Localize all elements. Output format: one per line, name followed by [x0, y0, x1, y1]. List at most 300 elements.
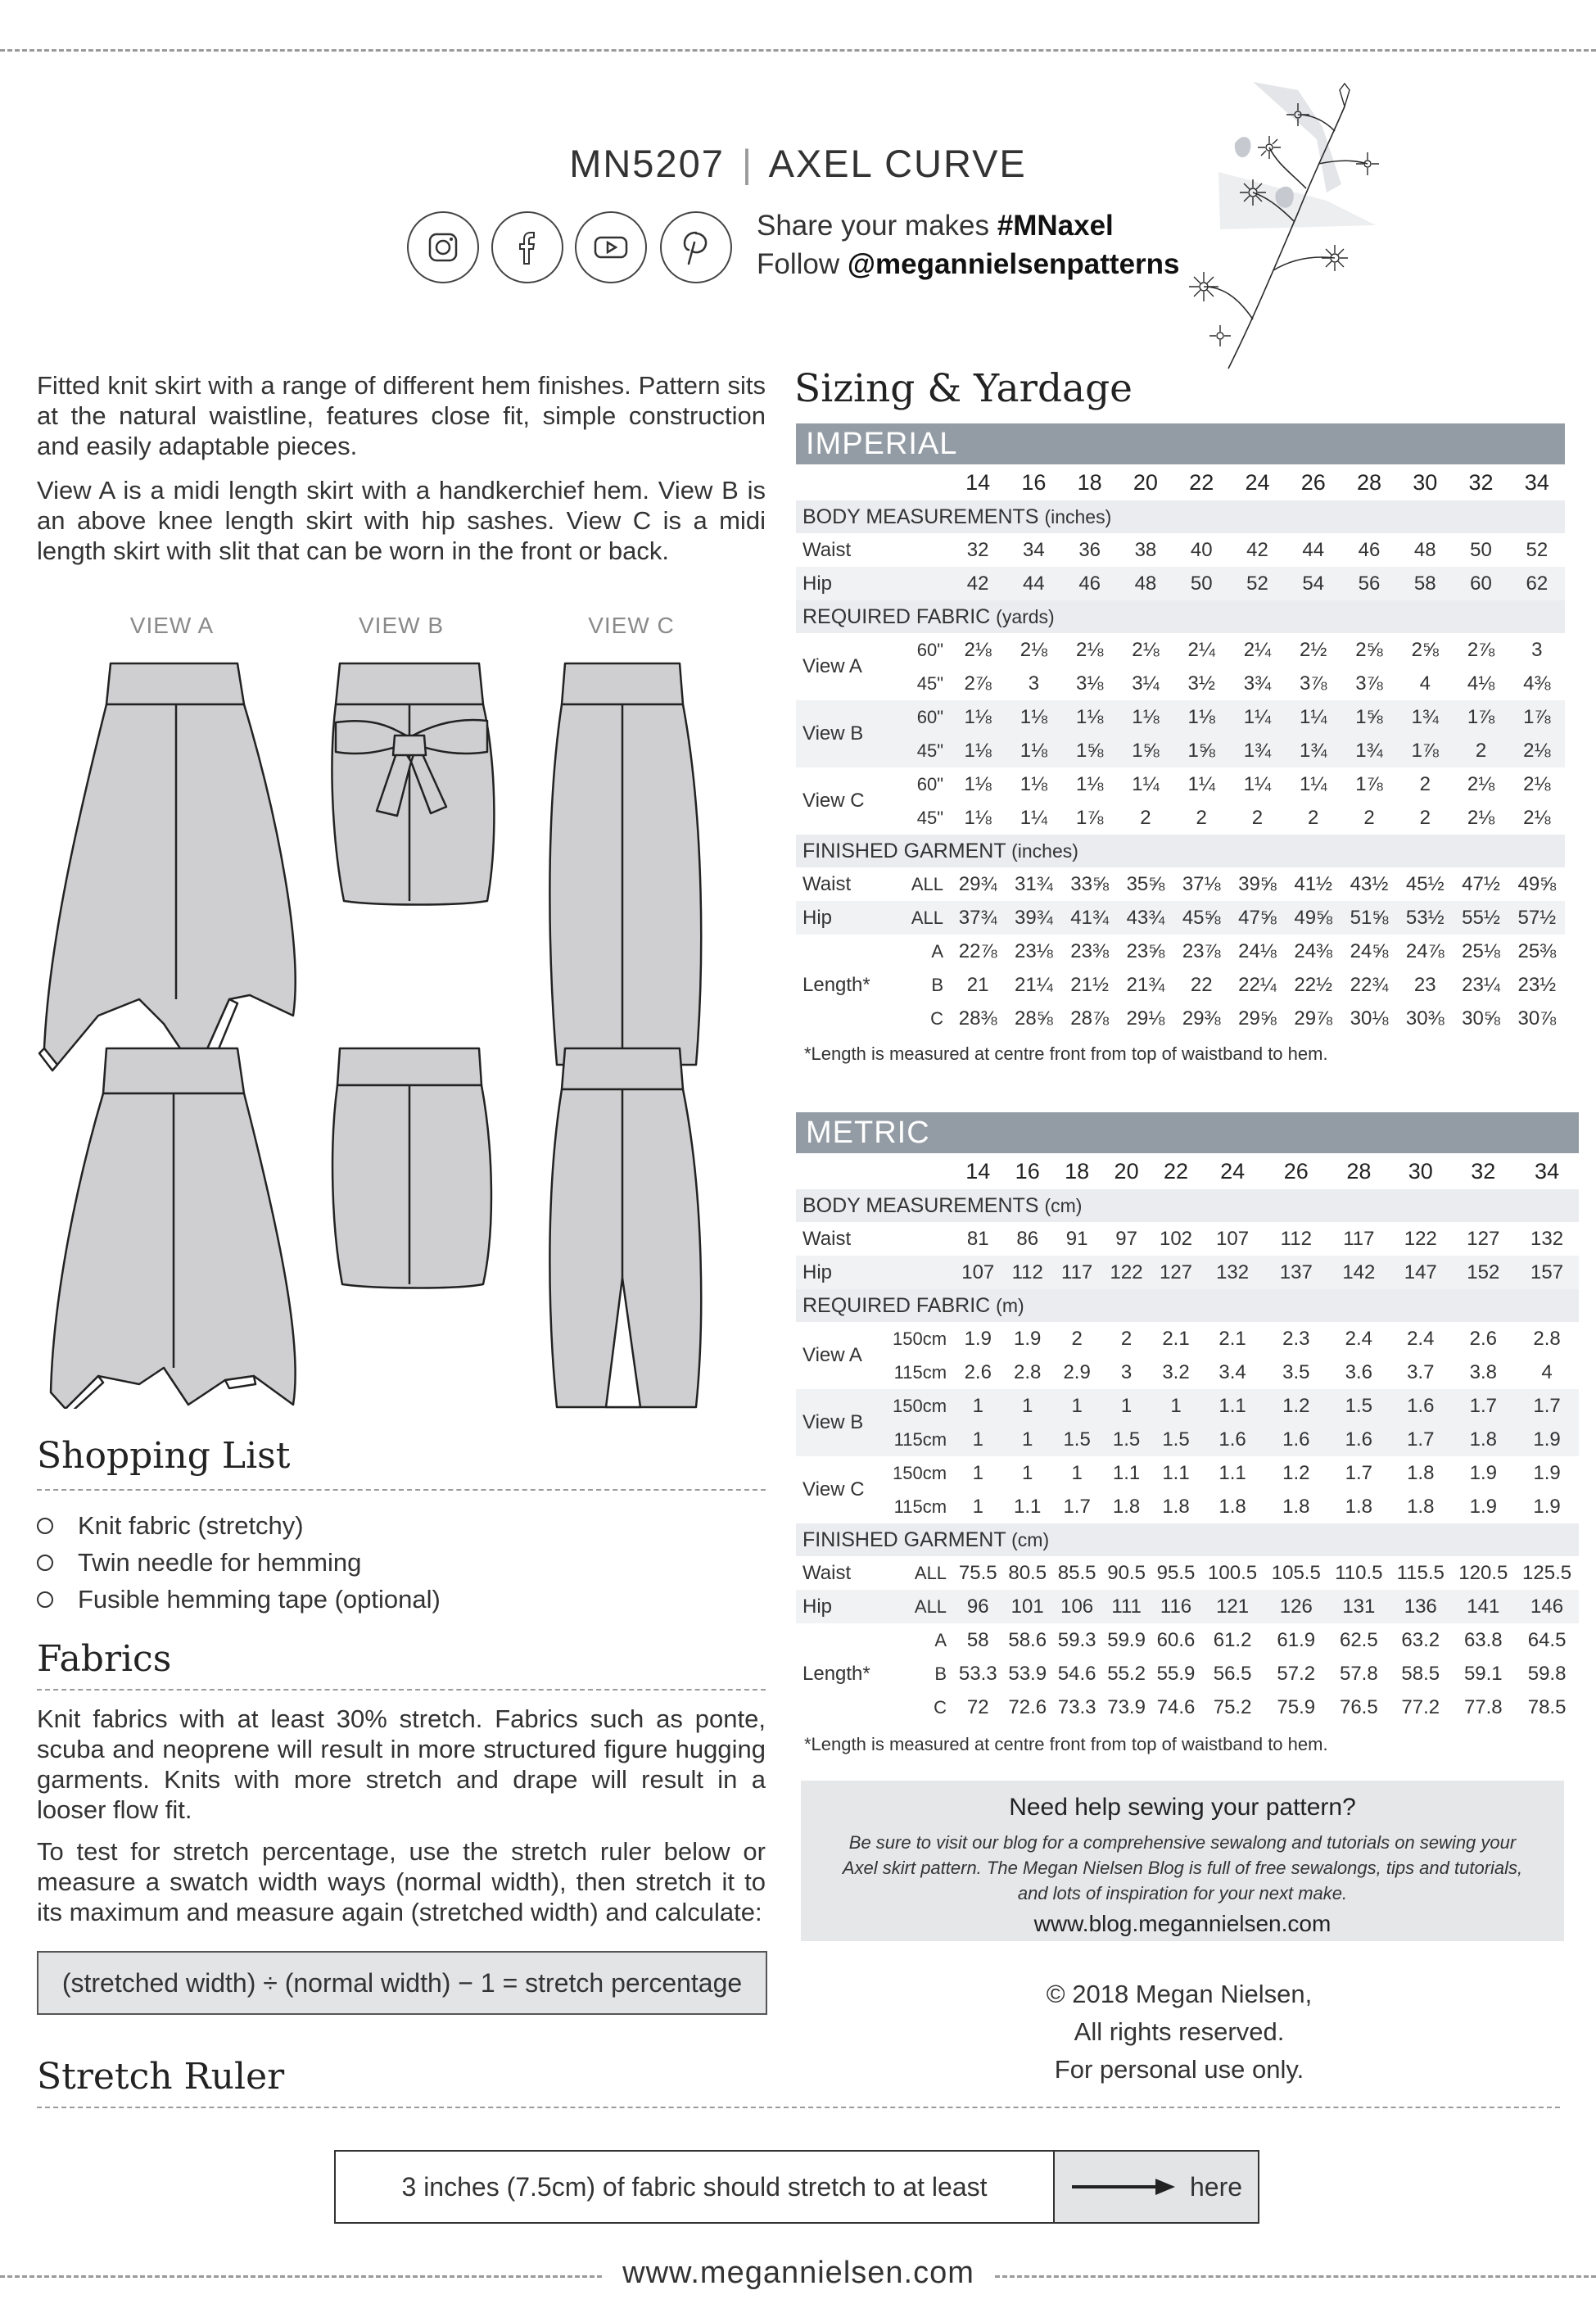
table-cell: 57.2 — [1277, 1662, 1316, 1685]
table-cell: 136 — [1390, 1590, 1451, 1623]
table-cell: 1⅛ — [950, 700, 1006, 734]
pattern-name: AXEL CURVE — [768, 142, 1027, 185]
table-cell: 64.5 — [1527, 1628, 1567, 1651]
length-row — [796, 1657, 1579, 1691]
fabric-row — [796, 734, 1565, 767]
description-paragraph-1: Fitted knit skirt with a range of different hem finishes. Pattern sits at the natural waistline, features close fit, simple construction and easily adaptable pieces. — [37, 371, 766, 460]
table-cell: 1 — [1002, 1423, 1051, 1456]
list-item-text: Fusible hemming tape (optional) — [78, 1585, 441, 1614]
table-cell: 47½ — [1462, 872, 1500, 895]
table-cell: 75.5 — [958, 1561, 997, 1584]
table-section-header — [796, 1112, 1579, 1153]
table-cell: 53.9 — [1008, 1662, 1047, 1685]
table-cell: 1.1 — [1218, 1461, 1246, 1484]
table-cell: 3.8 — [1469, 1360, 1497, 1383]
fabric-width: 60" — [893, 700, 950, 734]
required-fabric-heading: REQUIRED FABRIC (yards) — [796, 600, 1565, 633]
table-cell: 1 — [1022, 1461, 1033, 1484]
instagram-icon[interactable] — [407, 211, 479, 283]
table-cell: 2⅝ — [1355, 638, 1383, 661]
table-cell: 58.5 — [1401, 1662, 1440, 1685]
table-cell: 2 — [1120, 1327, 1133, 1350]
table-cell: 2⅛ — [1075, 638, 1104, 661]
table-cell: 102 — [1159, 1227, 1193, 1250]
size-header-row — [796, 1153, 1579, 1189]
table-cell: 44 — [1302, 538, 1325, 561]
table-cell: 127 — [1151, 1256, 1200, 1289]
fabric-row — [796, 1456, 1579, 1490]
table-cell: 1.7 — [1345, 1461, 1373, 1484]
table-system-label: METRIC — [796, 1112, 1579, 1153]
list-item-text: Knit fabric (stretchy) — [78, 1511, 304, 1540]
table-cell: 2.4 — [1407, 1327, 1435, 1350]
table-cell: 1.1 — [1162, 1461, 1190, 1484]
table-cell: 1⅛ — [1006, 734, 1061, 767]
table-cell: 1⅛ — [1062, 700, 1118, 734]
table-cell: 72 — [966, 1695, 989, 1718]
table-cell: 46 — [1358, 538, 1381, 561]
footer-url[interactable]: www.megannielsen.com — [622, 2256, 974, 2290]
fabric-row — [796, 1490, 1579, 1523]
table-cell: 28⅝ — [1015, 1007, 1053, 1030]
table-cell: 57.8 — [1339, 1662, 1378, 1685]
table-cell: 2⅛ — [1467, 806, 1495, 829]
table-cell: 23⅜ — [1070, 939, 1110, 962]
garment-hip-row — [796, 1590, 1579, 1623]
table-cell: 28⅜ — [958, 1007, 997, 1030]
table-cell: 53½ — [1397, 901, 1453, 935]
table-cell: 1.8 — [1407, 1495, 1435, 1518]
table-cell: 3.6 — [1345, 1360, 1373, 1383]
facebook-icon[interactable] — [491, 211, 563, 283]
table-cell: 2⅝ — [1411, 638, 1439, 661]
table-cell: 2⅞ — [964, 672, 992, 695]
finished-garment-heading: FINISHED GARMENT (cm) — [796, 1523, 1579, 1556]
table-cell: 29⅝ — [1238, 1007, 1277, 1030]
table-cell: 1.8 — [1112, 1495, 1141, 1518]
hip-row — [796, 1256, 1579, 1289]
table-cell: 2 — [1140, 806, 1151, 829]
fabric-width: 115cm — [893, 1423, 953, 1456]
size-header-cell: 28 — [1356, 469, 1382, 495]
fabric-row — [796, 767, 1565, 801]
view-letter: B — [934, 1663, 947, 1684]
table-cell: 127 — [1467, 1227, 1500, 1250]
row-label: Waist — [803, 1561, 852, 1584]
table-cell: 22¼ — [1238, 973, 1277, 996]
row-label: Length* — [803, 1662, 870, 1685]
size-header-cell: 34 — [1524, 469, 1549, 495]
table-cell: 53.3 — [958, 1662, 997, 1685]
floral-stems — [1204, 106, 1368, 369]
table-cell: 1.8 — [1345, 1495, 1373, 1518]
subsection-row — [796, 1523, 1579, 1556]
table-cell: 23⅛ — [1015, 939, 1053, 962]
table-cell: 62 — [1509, 567, 1565, 600]
help-body: Be sure to visit our blog for a comprehensive sewalong and tutorials on sewing your Axel skirt pattern. The Megan Nielsen Blog is full of free sewalongs, tips and tutorials, and lots of inspiration for your next make. — [842, 1832, 1523, 1903]
size-header-cell: 22 — [1189, 469, 1214, 495]
row-label: Hip — [796, 1590, 893, 1623]
table-cell: 72.6 — [1008, 1695, 1047, 1718]
size-header-cell: 24 — [1220, 1158, 1246, 1184]
table-cell: 21¾ — [1126, 973, 1165, 996]
table-cell: 1.9 — [1533, 1495, 1561, 1518]
size-header-cell: 16 — [1015, 1158, 1040, 1184]
table-cell: 59.1 — [1463, 1662, 1503, 1685]
row-label: View A — [803, 655, 862, 677]
fabric-row — [796, 700, 1565, 734]
table-cell: 76.5 — [1339, 1695, 1378, 1718]
copyright — [966, 1976, 1392, 2089]
fabric-row — [796, 801, 1565, 835]
fabric-width: 45" — [916, 672, 943, 694]
table-cell: 142 — [1328, 1256, 1390, 1289]
waist-row — [796, 533, 1565, 567]
row-label: Waist — [803, 1227, 852, 1250]
pinterest-icon[interactable] — [660, 211, 732, 283]
row-label: View A — [803, 1344, 862, 1366]
table-cell: 2⅛ — [1132, 638, 1160, 661]
shopping-list — [37, 1507, 766, 1618]
list-item — [37, 1507, 766, 1544]
footer — [0, 2256, 1596, 2292]
table-cell: 1¼ — [1286, 700, 1341, 734]
size-header-cell: 14 — [965, 469, 991, 495]
table-cell: 52 — [1526, 538, 1549, 561]
stretch-ruler[interactable] — [334, 2150, 1259, 2224]
table-cell: 1.9 — [1515, 1423, 1579, 1456]
row-label: View C — [803, 1478, 865, 1500]
length-row — [796, 1623, 1579, 1657]
table-cell: 2.1 — [1162, 1327, 1190, 1350]
subsection-row — [796, 500, 1565, 533]
table-cell: 2⅛ — [1523, 806, 1551, 829]
table-cell: 48 — [1413, 538, 1436, 561]
view-c-back-drawing — [549, 1048, 701, 1407]
list-item-text: Twin needle for hemming — [78, 1548, 362, 1577]
table-cell: 1.8 — [1451, 1423, 1515, 1456]
table-cell: 3½ — [1187, 672, 1215, 695]
table-cell: 4⅛ — [1467, 672, 1495, 695]
table-cell: 24⅛ — [1238, 939, 1277, 962]
table-cell: 1¼ — [1243, 772, 1272, 795]
table-cell: 111 — [1101, 1590, 1151, 1623]
follow-handle[interactable]: @megannielsenpatterns — [847, 248, 1180, 280]
help-link[interactable]: www.blog.megannielsen.com — [1033, 1911, 1332, 1936]
table-cell: 1.2 — [1264, 1389, 1328, 1423]
fabric-width: 150cm — [893, 1328, 947, 1349]
table-cell: 39⅝ — [1238, 872, 1277, 895]
table-cell: 2.4 — [1345, 1327, 1373, 1350]
table-cell: 52 — [1229, 567, 1285, 600]
table-cell: 46 — [1062, 567, 1118, 600]
table-cell: 146 — [1515, 1590, 1579, 1623]
view-b-back-drawing — [332, 1048, 491, 1288]
table-cell: 50 — [1470, 538, 1492, 561]
fabric-width: 60" — [916, 639, 943, 660]
table-cell: 3¾ — [1243, 672, 1272, 695]
table-cell: 101 — [1002, 1590, 1051, 1623]
table-cell: 42 — [950, 567, 1006, 600]
table-cell: 24⅞ — [1405, 939, 1445, 962]
table-cell: 1⅞ — [1509, 700, 1565, 734]
required-fabric-heading: REQUIRED FABRIC (m) — [796, 1289, 1579, 1322]
table-cell: 90.5 — [1107, 1561, 1146, 1584]
table-cell: 45⅝ — [1173, 901, 1229, 935]
table-cell: 22¾ — [1350, 973, 1389, 996]
table-cell — [893, 1256, 953, 1289]
table-cell — [893, 533, 950, 567]
fabric-width: 45" — [893, 734, 950, 767]
table-cell: 1⅝ — [1062, 734, 1118, 767]
table-cell: 132 — [1530, 1227, 1564, 1250]
table-cell: 41½ — [1294, 872, 1333, 895]
bullet-circle-icon — [37, 1555, 53, 1571]
hip-row — [796, 567, 1565, 600]
table-cell: 96 — [953, 1590, 1002, 1623]
table-cell: 50 — [1173, 567, 1229, 600]
table-cell: 2⅛ — [964, 638, 992, 661]
stretch-ruler-heading: Stretch Ruler — [37, 2056, 285, 2098]
table-cell: 1.5 — [1052, 1423, 1101, 1456]
table-cell: 2.6 — [1469, 1327, 1497, 1350]
table-cell: 3⅞ — [1300, 672, 1327, 695]
table-cell: 120.5 — [1458, 1561, 1508, 1584]
table-cell: 24⅝ — [1350, 939, 1389, 962]
table-cell: 23½ — [1517, 973, 1557, 996]
table-cell: 23 — [1413, 973, 1436, 996]
table-cell: 3.7 — [1407, 1360, 1435, 1383]
table-cell: 137 — [1264, 1256, 1328, 1289]
table-cell: 91 — [1065, 1227, 1088, 1250]
table-cell: 152 — [1451, 1256, 1515, 1289]
youtube-icon[interactable] — [575, 211, 647, 283]
table-cell: 2⅛ — [1467, 772, 1495, 795]
size-header-cell: 18 — [1077, 469, 1102, 495]
table-cell: 1⅛ — [1118, 700, 1173, 734]
table-cell: 81 — [966, 1227, 989, 1250]
table-cell: 45½ — [1405, 872, 1445, 895]
table-cell: 35⅝ — [1126, 872, 1165, 895]
table-cell: 58 — [966, 1628, 989, 1651]
fabric-width: 45" — [916, 807, 943, 828]
table-cell: 1.7 — [1063, 1495, 1091, 1518]
fabrics-paragraph-2: To test for stretch percentage, use the stretch ruler below or measure a swatch width ways (normal width), then stretch it to its maximum and measure again (stretched width) and calculate: — [37, 1837, 766, 1926]
view-b-front-drawing — [332, 663, 494, 905]
table-cell: 3⅞ — [1355, 672, 1383, 695]
table-cell: 60 — [1453, 567, 1508, 600]
share-hashtag[interactable]: #MNaxel — [997, 210, 1114, 242]
table-cell: 3 — [1028, 672, 1040, 695]
length-row — [796, 968, 1565, 1002]
table-cell: 147 — [1390, 1256, 1451, 1289]
table-cell: 51⅝ — [1341, 901, 1397, 935]
arrow-right-icon — [1070, 2177, 1177, 2197]
table-cell: 3 — [1531, 638, 1543, 661]
table-cell: 2.8 — [1014, 1360, 1042, 1383]
table-cell: 1.8 — [1218, 1495, 1246, 1518]
row-label: Hip — [796, 1256, 893, 1289]
table-cell: 55½ — [1453, 901, 1508, 935]
imperial-note: *Length is measured at centre front from top of waistband to hem. — [804, 1043, 1328, 1064]
metric-table — [796, 1112, 1579, 1724]
size-header-spacer — [893, 1153, 953, 1189]
footer-dash-left — [0, 2275, 602, 2278]
table-cell: 115.5 — [1396, 1561, 1445, 1584]
size-header-spacer — [796, 464, 893, 500]
table-cell: 49⅝ — [1286, 901, 1341, 935]
row-label: Length* — [803, 973, 870, 996]
table-cell: 23⅞ — [1182, 939, 1221, 962]
shopping-list-heading: Shopping List — [37, 1435, 291, 1477]
table-cell: 1 — [1151, 1389, 1200, 1423]
table-cell: 75.2 — [1213, 1695, 1252, 1718]
table-cell: 1⅝ — [1173, 734, 1229, 767]
table-cell: 121 — [1200, 1590, 1264, 1623]
table-cell: 59.9 — [1107, 1628, 1146, 1651]
table-cell: 141 — [1451, 1590, 1515, 1623]
fabrics-paragraph-1: Knit fabrics with at least 30% stretch. Fabrics such as ponte, scuba and neoprene will result in more structured figure hugging garments. Knits with more stretch and drape will result in a looser flow fit. — [37, 1704, 766, 1824]
table-cell: 1¾ — [1397, 700, 1453, 734]
table-cell: 49⅝ — [1517, 872, 1557, 895]
table-cell: 2.3 — [1282, 1327, 1310, 1350]
row-label: View B — [796, 700, 893, 767]
size-header-spacer — [893, 464, 950, 500]
table-cell: 1.9 — [964, 1327, 992, 1350]
table-cell: 2.1 — [1218, 1327, 1246, 1350]
table-cell: 80.5 — [1008, 1561, 1047, 1584]
size-header-cell: 20 — [1114, 1158, 1139, 1184]
size-header-cell: 24 — [1245, 469, 1270, 495]
table-cell: 1⅛ — [950, 734, 1006, 767]
size-range: ALL — [893, 901, 950, 935]
table-cell: 1.9 — [1533, 1461, 1561, 1484]
view-a-back-drawing — [51, 1048, 296, 1409]
table-cell: 2.9 — [1063, 1360, 1091, 1383]
fabric-row — [796, 1423, 1579, 1456]
view-b-label: VIEW B — [358, 613, 444, 638]
subsection-row — [796, 835, 1565, 867]
table-cell: 73.3 — [1057, 1695, 1096, 1718]
subsection-row — [796, 1189, 1579, 1222]
table-cell: 3.5 — [1282, 1360, 1310, 1383]
fabric-width: 60" — [916, 773, 943, 794]
fabric-row — [796, 633, 1565, 667]
table-cell: 2 — [1196, 806, 1207, 829]
table-cell: 3 — [1120, 1360, 1133, 1383]
table-cell: 1¼ — [1300, 772, 1327, 795]
table-cell: 42 — [1246, 538, 1268, 561]
table-cell: 1⅛ — [1075, 772, 1104, 795]
view-letter: A — [931, 940, 943, 962]
table-cell: 21 — [966, 973, 989, 996]
size-header-cell: 30 — [1413, 469, 1438, 495]
table-cell: 25⅜ — [1517, 939, 1557, 962]
follow-line — [757, 245, 1180, 284]
table-system-label: IMPERIAL — [796, 423, 1565, 464]
table-cell: 54 — [1286, 567, 1341, 600]
garment-hip-row — [796, 901, 1565, 935]
table-cell: 1.6 — [1264, 1423, 1328, 1456]
bullet-circle-icon — [37, 1518, 53, 1534]
bullet-circle-icon — [37, 1591, 53, 1608]
table-cell: 85.5 — [1057, 1561, 1096, 1584]
table-cell: 1¾ — [1286, 734, 1341, 767]
body-measurements-heading: BODY MEASUREMENTS (cm) — [796, 1189, 1579, 1222]
row-label: Waist — [803, 538, 852, 561]
table-cell: 2 — [1363, 806, 1375, 829]
fabrics-heading: Fabrics — [37, 1638, 172, 1680]
table-cell: 1¼ — [1229, 700, 1285, 734]
table-cell: 122 — [1101, 1256, 1151, 1289]
table-cell: 122 — [1404, 1227, 1437, 1250]
table-cell: 34 — [1023, 538, 1045, 561]
stretch-ruler-divider — [37, 2107, 1560, 2108]
table-cell: 2 — [1308, 806, 1319, 829]
size-header-cell: 32 — [1471, 1158, 1496, 1184]
table-cell: 30⅝ — [1462, 1007, 1500, 1030]
follow-prefix: Follow — [757, 248, 848, 280]
table-cell: 126 — [1264, 1590, 1328, 1623]
table-cell: 59.3 — [1057, 1628, 1096, 1651]
size-header-cell: 16 — [1021, 469, 1047, 495]
table-cell: 2 — [1453, 734, 1508, 767]
table-cell: 1 — [972, 1495, 983, 1518]
table-cell: 63.2 — [1401, 1628, 1440, 1651]
sizing-heading: Sizing & Yardage — [794, 366, 1133, 411]
table-cell: 2⅛ — [1509, 734, 1565, 767]
table-cell: 22½ — [1294, 973, 1333, 996]
table-cell: 1.6 — [1390, 1389, 1451, 1423]
table-cell: 2½ — [1300, 638, 1327, 661]
length-row — [796, 935, 1565, 968]
table-cell: 30⅜ — [1405, 1007, 1445, 1030]
table-cell: 1.8 — [1162, 1495, 1190, 1518]
table-cell: 3.2 — [1162, 1360, 1190, 1383]
table-cell: 30⅛ — [1350, 1007, 1389, 1030]
share-prefix: Share your makes — [757, 210, 997, 242]
table-cell: 1.5 — [1328, 1389, 1390, 1423]
table-cell: 1⅝ — [1341, 700, 1397, 734]
table-cell: 1⅛ — [964, 772, 992, 795]
table-cell: 2.8 — [1533, 1327, 1561, 1350]
size-range: ALL — [914, 1562, 947, 1583]
fabric-width: 150cm — [893, 1462, 947, 1483]
table-cell: 40 — [1190, 538, 1213, 561]
table-cell: 1.9 — [1469, 1495, 1497, 1518]
table-cell: 1.7 — [1390, 1423, 1451, 1456]
table-cell: 33⅝ — [1070, 872, 1110, 895]
view-letter: A — [934, 1629, 947, 1650]
table-cell: 2⅞ — [1467, 638, 1495, 661]
subsection-row — [796, 1289, 1579, 1322]
size-header-cell: 30 — [1408, 1158, 1433, 1184]
floral-leaf-shading — [1218, 82, 1376, 229]
table-cell: 1.9 — [1469, 1461, 1497, 1484]
imperial-table — [796, 423, 1565, 1035]
table-cell: 2⅛ — [1523, 772, 1551, 795]
stretch-ruler-here: here — [1189, 2171, 1243, 2202]
table-cell: 32 — [966, 538, 989, 561]
row-label: View B — [796, 1389, 893, 1456]
table-cell: 29⅞ — [1294, 1007, 1333, 1030]
table-cell: 62.5 — [1339, 1628, 1378, 1651]
view-c-label: VIEW C — [588, 613, 675, 638]
table-cell: 47⅝ — [1229, 901, 1285, 935]
table-cell: 1⅛ — [1006, 700, 1061, 734]
subsection-row — [796, 600, 1565, 633]
table-cell: 23⅝ — [1126, 939, 1165, 962]
